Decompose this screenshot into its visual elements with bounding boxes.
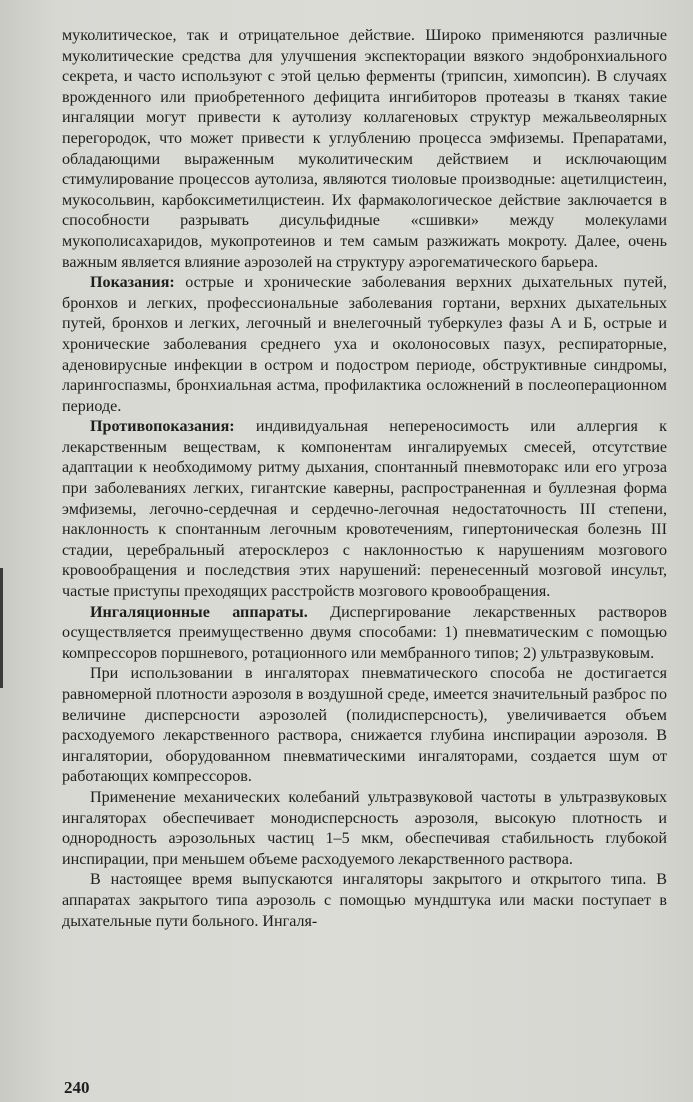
paragraph-inhaler-types bbox=[62, 870, 667, 932]
ultrasonic-text: Применение механических колебаний ультразвуковой частоты в ультразвуковых ингаляторах обеспечивает монодисперсность аэрозоля, высокую плотность и однородность аэрозольных частиц 1–5 мкм, обеспечивая стабильность глубокой инспирации, при меньшем объеме расходуемого лекарственного раствора. bbox=[62, 788, 667, 868]
indications-heading: Показания: bbox=[90, 274, 175, 292]
paragraph-contraindications bbox=[62, 417, 667, 602]
pneumatic-text: При использовании в ингаляторах пневматического способа не достигается равномерной плотности аэрозоля в воздушной среде, имеется значительный разброс по величине дисперсности аэрозолей (полидисперсность), увеличивается объем расходуемого лекарственного раствора, снижается глубина инспирации аэрозоля. В ингалятории, оборудованном пневматическими ингаляторами, создается шум от работающих компрессоров. bbox=[62, 665, 667, 786]
inhaler-types-text: В настоящее время выпускаются ингаляторы закрытого и открытого типа. В аппаратах закрытого типа аэрозоль с помощью мундштука или маски поступает в дыхательные пути больного. Ингаля- bbox=[62, 871, 667, 930]
paragraph-inhalation-devices bbox=[62, 603, 667, 665]
paragraph-pneumatic bbox=[62, 664, 667, 788]
paragraph-1-text: муколитическое, так и отрицательное действие. Широко применяются различные муколитические средства для улучшения экспекторации вязкого эндобронхиального секрета, и часто используют с этой целью ферменты (трипсин, химопсин). В случаях врожденного или приобретенного дефицита ингибиторов протеазы в тканях такие ингаляции могут привести к аутолизу коллагеновых структур межальвеолярных перегородок, что может привести к углублению процесса эмфиземы. Препаратами, обладающими выраженным муколитическим действием и исключающим стимулирование процессов аутолиза, являются тиоловые производные: ацетилцистеин, мукосольвин, карбоксиметилцистеин. Их фармакологическое действие заключается в способности разрывать дисульфидные «сшивки» между молекулами мукополисахаридов, мукопротеинов и тем самым разжижать мокроту. Далее, очень важным является влияние аэрозолей на структуру аэрогематического барьера. bbox=[62, 27, 667, 271]
paragraph-ultrasonic bbox=[62, 788, 667, 870]
paragraph-1 bbox=[62, 26, 667, 273]
contraindications-text: индивидуальная непереносимость или аллергия к лекарственным веществам, к компонентам ингалируемых смесей, отсутствие адаптации к необходимому ритму дыхания, спонтанный пневмоторакс или его угроза при заболеваниях легких, гигантские каверны, распространенная и буллезная форма эмфиземы, легочно-сердечная и сердечно-легочная недостаточность III степени, наклонность к спонтанным легочным кровотечениям, гипертоническая болезнь III стадии, церебральный атеросклероз с наклонностью к нарушениям мозгового кровообращения и последствия этих нарушений: перенесенный мозговой инсульт, частые приступы преходящих расстройств мозгового кровообращения. bbox=[62, 418, 667, 601]
paragraph-indications bbox=[62, 273, 667, 417]
page-number: 240 bbox=[64, 1078, 90, 1097]
page-edge-mark bbox=[0, 568, 3, 688]
inhalation-devices-text: Диспергирование лекарственных растворов осуществляется преимущественно двумя способами: 1) пневматическим с помощью компрессоров поршневого, ротационного или мембранного типов; 2) ультразвуковым. bbox=[62, 603, 667, 662]
indications-text: острые и хронические заболевания верхних дыхательных путей, бронхов и легких, профессиональные заболевания гортани, верхних дыхательных путей, бронхов и легких, легочный и внелегочный туберкулез фазы А и Б, острые и хронические заболевания среднего уха и околоносовых пазух, респираторные, аденовирусные инфекции в остром и подостром периоде, обструктивные синдромы, ларингоспазмы, бронхиальная астма, профилактика осложнений в послеоперационном периоде. bbox=[62, 274, 667, 415]
contraindications-heading: Противопоказания: bbox=[90, 418, 235, 436]
inhalation-devices-heading: Ингаляционные аппараты. bbox=[90, 603, 308, 621]
body-text bbox=[62, 26, 667, 932]
